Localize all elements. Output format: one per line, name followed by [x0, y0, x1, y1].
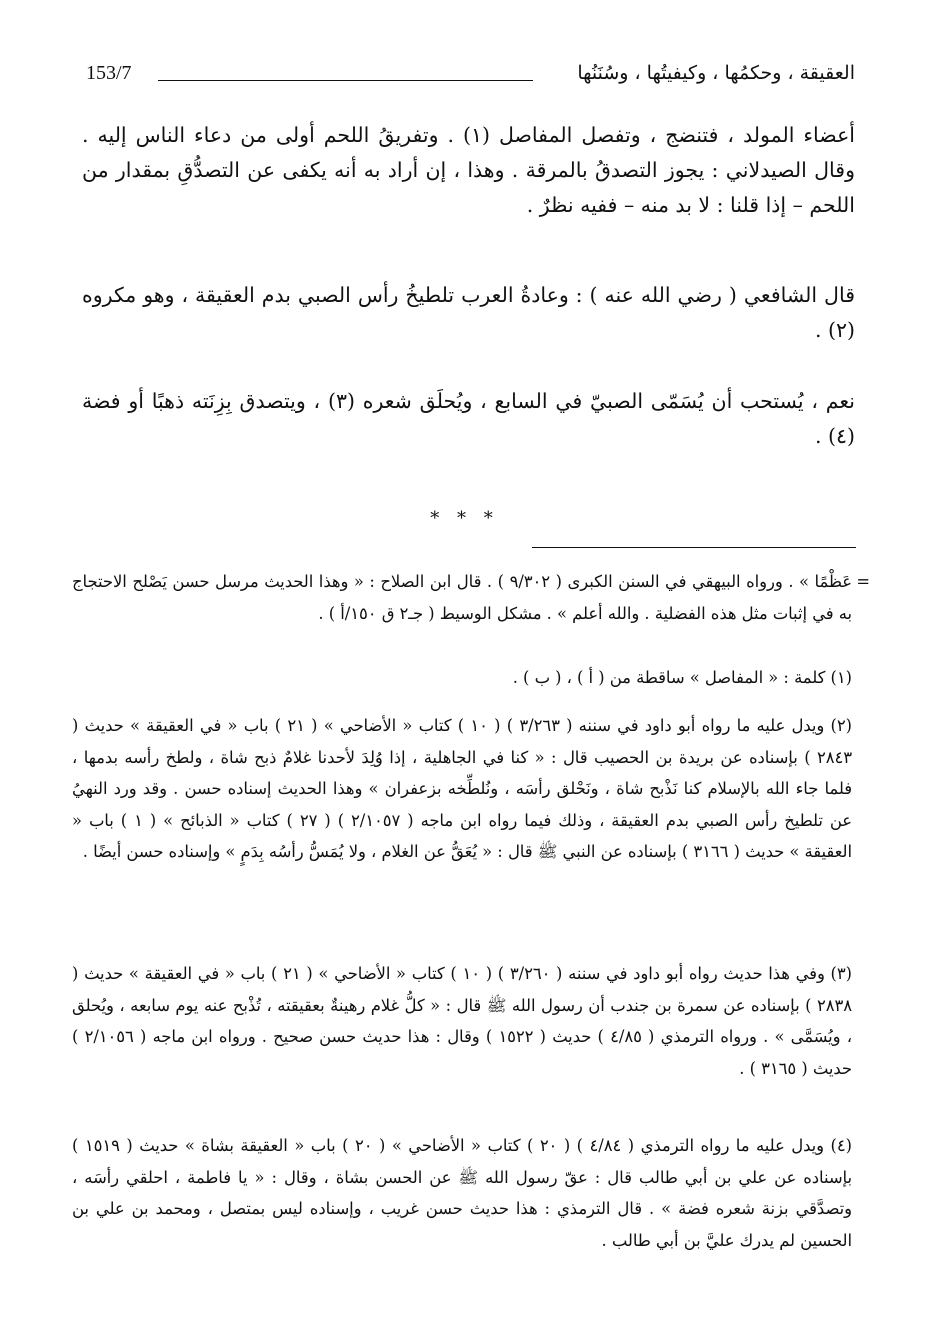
page-number: 153/7: [86, 62, 132, 84]
paragraph-text: نعم ، يُستحب أن يُسَمّى الصبيّ في السابع ، ويُحلَق شعره (٣) ، ويتصدق بِزِنَته ذهبًا أو فضة (٤) .: [82, 389, 855, 448]
header-rule: [158, 80, 533, 81]
paragraph-text: قال الشافعي ( رضي الله عنه ) : وعادةُ العرب تلطيخُ رأس الصبي بدم العقيقة ، وهو مكروه (٢) .: [82, 283, 855, 342]
footnote-2: [72, 710, 852, 868]
footnote-text: (٣) وفي هذا حديث رواه أبو داود في سننه ( ٣/٢٦٠ ) ( ١٠ ) كتاب « الأضاحي » ( ٢١ ) باب « في العقيقة » حديث ( ٢٨٣٨ ) بإسناده عن سمرة بن جندب أن رسول الله ﷺ قال : « كلُّ غلام رهينةٌ بعقيقته ، تُذْبح عنه يوم سابعه ، ويُحلق ، ويُسَمَّى » . ورواه الترمذي ( ٤/٨٥ ) حديث ( ١٥٢٢ ) وقال : هذا حديث حسن صحيح . ورواه ابن ماجه ( ٢/١٠٥٦ ) حديث ( ٣١٦٥ ) .: [72, 964, 853, 1078]
footnote-rule: [532, 547, 856, 548]
paragraph-text: أعضاء المولد ، فتنضج ، وتفصل المفاصل (١) . وتفريقُ اللحم أولى من دعاء الناس إليه . وقال الصيدلاني : يجوز التصدقُ بالمرقة . وهذا ، إن أراد به أنه يكفى عن التصدُّقِ بمقدار من اللحم – إذا قلنا : لا بد منه – ففيه نظرٌ .: [82, 123, 855, 217]
running-header: [86, 58, 855, 92]
continuation-mark: =: [856, 572, 870, 591]
footnote-continuation: [72, 566, 870, 629]
section-separator: * * *: [430, 508, 499, 529]
footnote-1: [72, 662, 852, 694]
footnote-text: (١) كلمة : « المفاصل » ساقطة من ( أ ) ، ( ب ) .: [512, 668, 852, 687]
footnote-3: [72, 958, 852, 1084]
body-paragraph-3: [82, 384, 855, 454]
chapter-title: العقيقة ، وحكمُها ، وكيفيتُها ، وسُنَنُها: [577, 62, 855, 84]
footnote-4: [72, 1130, 852, 1256]
body-paragraph-2: [82, 278, 855, 348]
footnote-text: (٤) ويدل عليه ما رواه الترمذي ( ٤/٨٤ ) ( ٢٠ ) كتاب « الأضاحي » ( ٢٠ ) باب « العقيقة بشاة » حديث ( ١٥١٩ ) بإسناده عن علي بن أبي طالب قال : عقّ رسول الله ﷺ عن الحسن بشاة ، وقال : « يا فاطمة ، احلقي رأسَه ، وتصدَّقي بزنة شعره فضة » . قال الترمذي : هذا حديث حسن غريب ، وإسناده ليس بمتصل ، ومحمد بن علي بن الحسين لم يدرك عليَّ بن أبي طالب .: [72, 1136, 852, 1250]
footnote-text: عَظْمًا » . ورواه البيهقي في السنن الكبرى ( ٩/٣٠٢ ) . قال ابن الصلاح : « وهذا الحديث مرسل حسن يَصْلح الاحتجاج به في إثبات مثل هذه الفضلية . والله أعلم » . مشكل الوسيط ( جـ٢ ق ١٥٠/أ ) .: [72, 572, 853, 623]
body-paragraph-1: [82, 118, 855, 223]
footnote-text: (٢) ويدل عليه ما رواه أبو داود في سننه ( ٣/٢٦٣ ) ( ١٠ ) كتاب « الأضاحي » ( ٢١ ) باب « في العقيقة » حديث ( ٢٨٤٣ ) بإسناده عن بريدة بن الحصيب قال : « كنا في الجاهلية ، إذا وُلِدَ لأحدنا غلامٌ ذبح شاة ، ولطخ رأسه بدمها ، فلما جاء الله بالإسلام كنا نَذْبح شاة ، ونَحْلق رأسَه ، ونُلطِّخه بزعفران » وهذا الحديث إسناده حسن . وقد ورد النهيُ عن تلطيخ رأس الصبي بدم العقيقة ، وذلك فيما رواه ابن ماجه ( ٢/١٠٥٧ ) ( ٢٧ ) كتاب « الذبائح » ( ١ ) باب « العقيقة » حديث ( ٣١٦٦ ) بإسناده عن النبي ﷺ قال : « يُعَقُّ عن الغلام ، ولا يُمَسُّ رأسُه بِدَمٍ » وإسناده حسن أيضًا .: [72, 716, 852, 861]
